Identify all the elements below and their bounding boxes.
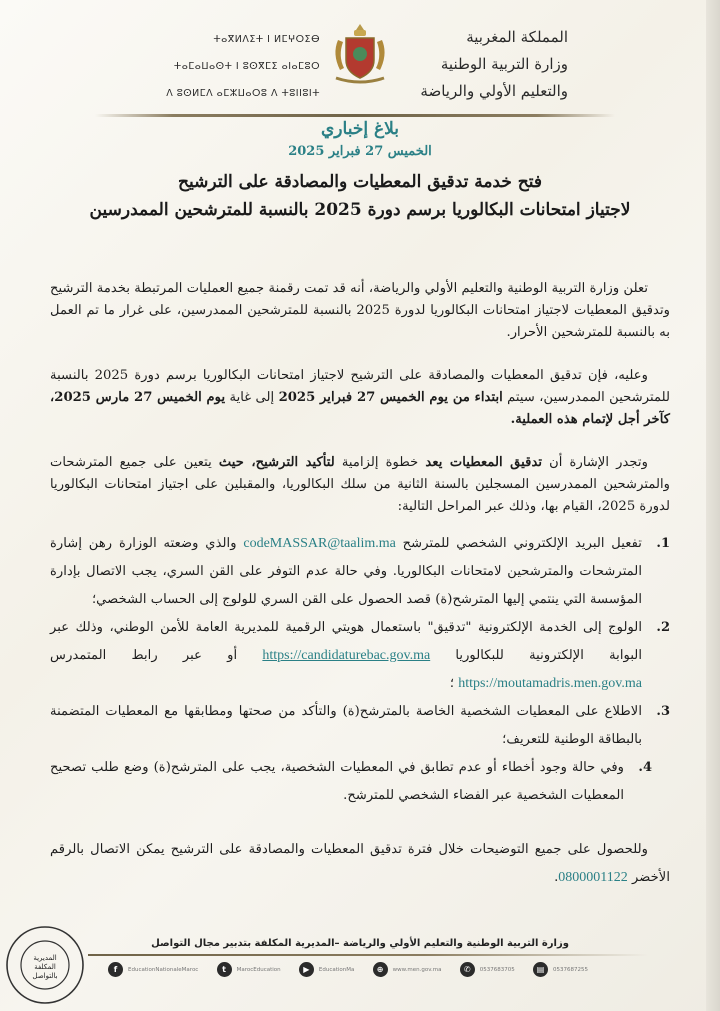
contact-label: 0537687255 xyxy=(553,966,588,973)
fax-icon: ▤ xyxy=(533,962,548,977)
contact-label: 0537683705 xyxy=(479,966,515,973)
tifinagh-line-2: ⵜⴰⵎⴰⵡⴰⵙⵜ ⵏ ⵓⵙⴳⵎⵉ ⴰⵏⴰⵎⵓⵔ xyxy=(173,61,320,72)
contact-label: MarocEducation xyxy=(236,966,281,973)
contact-label: EducationMa xyxy=(318,966,355,973)
coat-of-arms-icon xyxy=(330,22,390,86)
text-segment: وعليه، فإن تدقيق المعطيات والمصادقة على الترشيح لاجتياز امتحانات البكالوريا برسم دورة 2025 بالنسبة للمترشحين الممدرسين، سيتم xyxy=(50,368,671,405)
header-divider xyxy=(95,114,615,117)
paragraph-contact xyxy=(50,836,670,892)
text-segment: وللحصول على جميع التوضيحات خلال فترة تدقيق المعطيات والمصادقة على الترشيح يمكن الاتصال بالرقم الأخضر xyxy=(50,842,670,885)
email-link[interactable]: codeMASSAR@taalim.ma xyxy=(243,536,396,551)
paragraph-mandatory-step xyxy=(50,452,670,518)
contact-phone[interactable] xyxy=(460,962,515,977)
svg-text:المديرية: المديرية xyxy=(33,954,57,962)
bold-segment: تدقيق المعطيات يعد xyxy=(425,455,543,470)
document-titles xyxy=(0,118,720,224)
text-segment: أو عبر رابط المتمدرس xyxy=(50,648,263,663)
tifinagh-line-1: ⵜⴰⴳⵍⴷⵉⵜ ⵏ ⵍⵎⵖⵔⵉⴱ xyxy=(213,34,320,45)
contact-label: EducationNationaleMaroc xyxy=(128,966,199,973)
text-segment: وتجدر الإشارة أن xyxy=(542,455,648,470)
document-body xyxy=(50,278,670,892)
bold-segment: لتأكيد الترشيح، حيث xyxy=(218,455,335,470)
phone-icon: ✆ xyxy=(460,962,475,977)
step-number: 1. xyxy=(656,536,670,551)
main-title-line-2: لاجتياز امتحانات البكالوريا برسم دورة 2025 بالنسبة للمترشحين الممدرسين xyxy=(89,200,631,220)
text-segment: يتعين على جميع المترشحات والمترشحين الممدرسين المسجلين بالسنة الثانية من سلك البكالوريا، والمقبلين على اجتياز امتحانات البكالوريا لدورة 2025، القيام بها، وذلك عبر المراحل التالية: xyxy=(50,455,670,514)
twitter-icon: t xyxy=(217,962,232,977)
arabic-ministry-name xyxy=(388,24,568,105)
step-3 xyxy=(50,698,670,754)
step-2 xyxy=(50,614,670,698)
svg-text:بالتواصل: بالتواصل xyxy=(32,972,58,980)
footer-ministry-line: وزارة التربية الوطنية والتعليم الأولي والرياضة –المديرية المكلفة بتدبير مجال التواصل xyxy=(151,938,569,949)
contact-twitter[interactable] xyxy=(217,962,281,977)
youtube-icon: ▶ xyxy=(299,962,314,977)
contact-youtube[interactable] xyxy=(299,962,355,977)
contact-website[interactable] xyxy=(373,962,442,977)
contact-facebook[interactable] xyxy=(108,962,198,977)
bulletin-date: الخميس 27 فبراير 2025 xyxy=(288,144,432,159)
step-number: 2. xyxy=(656,620,670,635)
arabic-line-3: والتعليم الأولي والرياضة xyxy=(420,82,568,100)
official-stamp-icon xyxy=(4,924,86,1006)
contact-fax[interactable] xyxy=(533,962,588,977)
step-number: 3. xyxy=(656,704,670,719)
facebook-icon: f xyxy=(108,962,123,977)
step-4 xyxy=(50,754,670,810)
steps-list xyxy=(50,530,670,810)
globe-icon: ⊕ xyxy=(373,962,388,977)
bulletin-title: بلاغ إخباري xyxy=(321,119,399,139)
footer-divider xyxy=(88,954,648,956)
text-segment: الاطلاع على المعطيات الشخصية الخاصة بالمترشح(ة) والتأكد من صحتها ومطابقها مع المعطيات المتضمنة بالبطاقة الوطنية للتعريف؛ xyxy=(50,704,642,747)
arabic-line-2: وزارة التربية الوطنية xyxy=(440,55,568,73)
paragraph-schedule xyxy=(50,365,670,431)
text-segment: إلى غاية xyxy=(225,390,279,405)
tifinagh-line-3: ⴷ ⵓⵙⵍⵎⴷ ⴰⵎⵣⵡⴰⵔⵓ ⴷ ⵜⵓⵏⵏⵓⵏⵜ xyxy=(166,88,320,99)
text-segment: والذي وضعته الوزارة رهن إشارة المترشحات والمترشحين لامتحانات البكالوريا. وفي حالة عدم التوفر على القن السري، يجب الاتصال بإدارة المؤسسة التي ينتمي إليها المترشح(ة) قصد الحصول على القن السري للولوج إلى الحساب الشخصي؛ xyxy=(50,536,642,607)
end-date-bold: يوم الخميس 27 مارس 2025، كآخر أجل لإتمام هذه العملية. xyxy=(50,390,670,427)
main-title-line-1: فتح خدمة تدقيق المعطيات والمصادقة على الترشيح xyxy=(177,172,543,192)
tifinagh-ministry-name xyxy=(120,26,320,107)
text-segment: ؛ xyxy=(449,676,459,691)
green-number[interactable]: 0800001122 xyxy=(558,870,628,885)
text-segment: . xyxy=(554,870,559,885)
text-segment: تفعيل البريد الإلكتروني الشخصي للمترشح xyxy=(395,536,642,551)
start-date-bold: ابتداء من يوم الخميس 27 فبراير 2025 xyxy=(278,390,503,405)
step-number: 4. xyxy=(638,760,652,775)
candidaturebac-link[interactable]: https://candidaturebac.gov.ma xyxy=(262,648,431,663)
text-segment: خطوة إلزامية xyxy=(334,455,426,470)
contact-label: www.men.gov.ma xyxy=(392,966,442,973)
moutamadris-link[interactable]: https://moutamadris.men.gov.ma xyxy=(458,676,642,691)
paragraph-intro: تعلن وزارة التربية الوطنية والتعليم الأولي والرياضة، أنه قد تمت رقمنة جميع العمليات المرتبطة بخدمة الترشيح وتدقيق المعطيات لاجتياز امتحانات البكالوريا لدورة 2025 بالنسبة للمترشحين الممدرسين، على غرار ما تم العمل به بالنسبة للمترشحين الأحرار. xyxy=(50,281,670,340)
text-segment: الولوج إلى الخدمة الإلكترونية "تدقيق" باستعمال هويتي الرقمية للمديرية العامة للأمن الوطني، وذلك عبر البوابة الإلكترونية للبكالوريا xyxy=(50,620,642,663)
svg-text:المكلفة: المكلفة xyxy=(34,963,56,971)
letterhead xyxy=(0,18,720,108)
step-1 xyxy=(50,530,670,614)
footer-contacts xyxy=(108,962,588,977)
text-segment: وفي حالة وجود أخطاء أو عدم تطابق في المعطيات الشخصية، يجب على المترشح(ة) وضع طلب تصحيح المعطيات الشخصية عبر الفضاء الشخصي للمترشح. xyxy=(50,760,624,803)
arabic-line-1: المملكة المغربية xyxy=(466,28,568,46)
